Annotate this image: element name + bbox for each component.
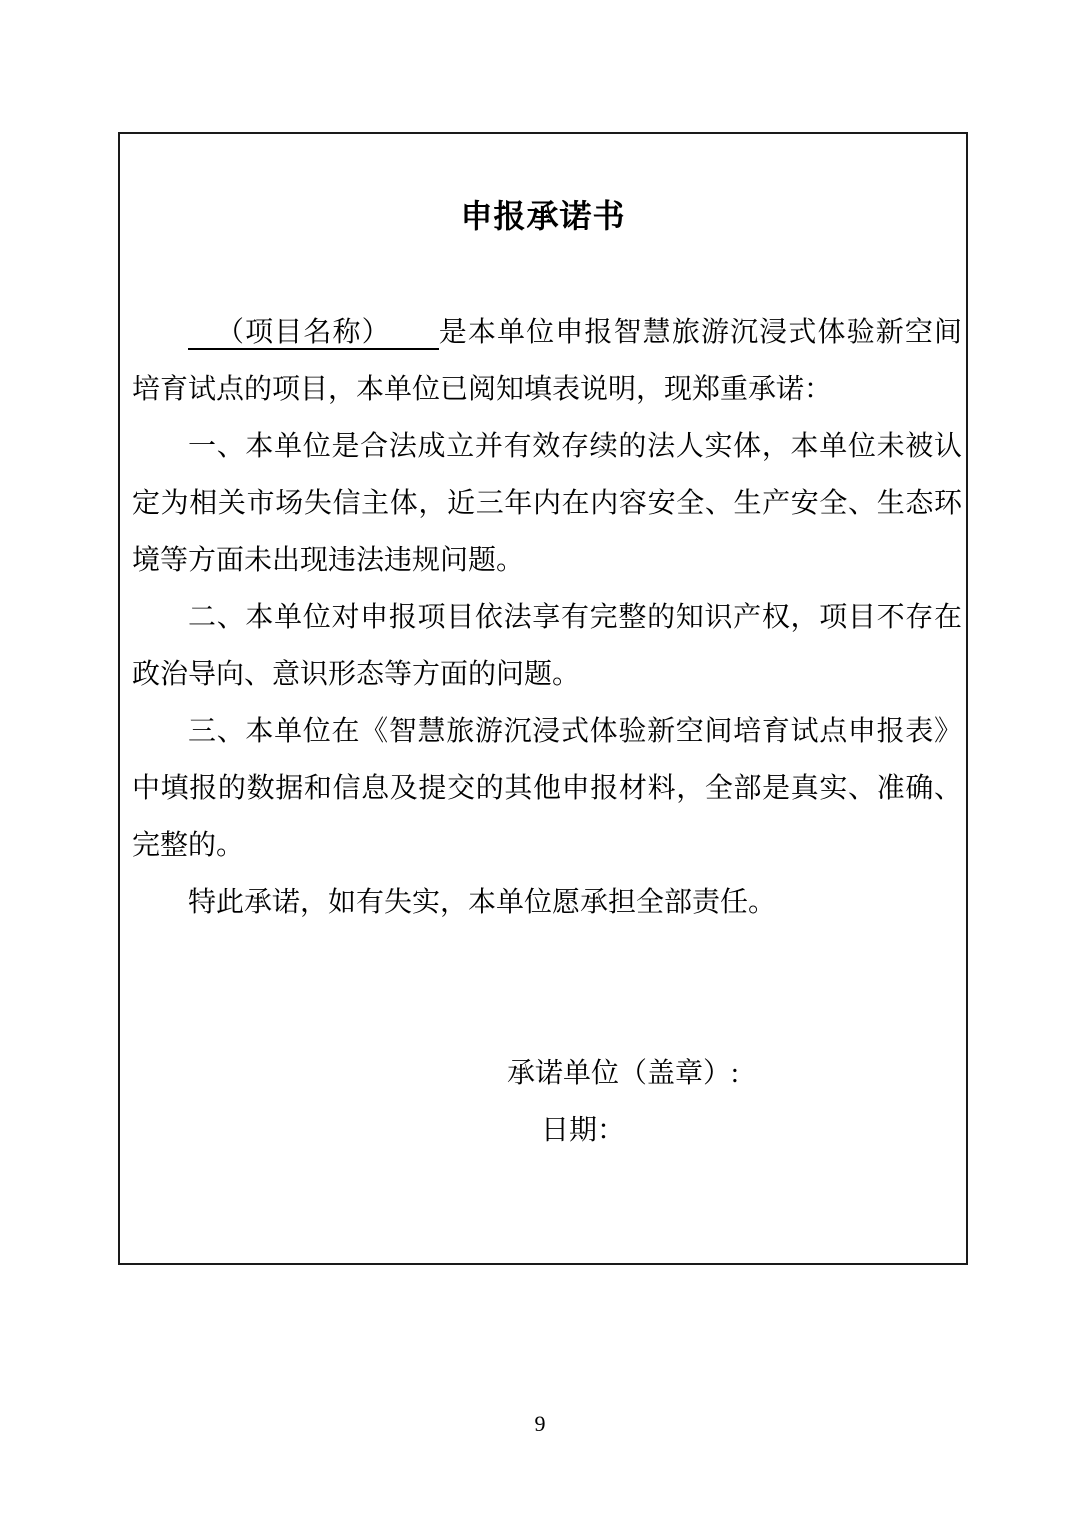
paragraph-4-line-3: 完整的。 [132, 830, 245, 861]
paragraph-4-line-2: 中填报的数据和信息及提交的其他申报材料，全部是真实、准确、 [132, 773, 962, 804]
paragraph-3-line-1: 二、本单位对申报项目依法享有完整的知识产权，项目不存在 [188, 602, 962, 633]
paragraph-1-line-1 [132, 304, 962, 361]
paragraph-2-line-2: 定为相关市场失信主体，近三年内在内容安全、生产安全、生态环 [132, 488, 962, 519]
paragraph-2-line-3: 境等方面未出现违法违规问题。 [132, 545, 525, 576]
paragraph-1-line-2: 培育试点的项目，本单位已阅知填表说明，现郑重承诺： [132, 374, 833, 405]
project-name-blank-field: （项目名称） [188, 317, 439, 350]
document-body [132, 304, 962, 1159]
signature-date-label: 日期： [541, 1115, 626, 1146]
paragraph-1-line-1-text: 是本单位申报智慧旅游沉浸式体验新空间 [438, 317, 962, 348]
blank-line [132, 931, 962, 988]
document-title: 申报承诺书 [460, 198, 626, 234]
paragraph-2-line-1: 一、本单位是合法成立并有效存续的法人实体，本单位未被认 [188, 431, 962, 462]
signature-unit-label: 承诺单位（盖章）: [507, 1058, 739, 1089]
paragraph-5-line-1: 特此承诺，如有失实，本单位愿承担全部责任。 [188, 887, 777, 918]
paragraph-3-line-2: 政治导向、意识形态等方面的问题。 [132, 659, 581, 690]
page-number: 9 [534, 1411, 546, 1436]
document-border-frame [118, 132, 968, 1265]
paragraph-4-line-1: 三、本单位在《智慧旅游沉浸式体验新空间培育试点申报表》 [188, 716, 962, 747]
blank-line [132, 988, 962, 1045]
